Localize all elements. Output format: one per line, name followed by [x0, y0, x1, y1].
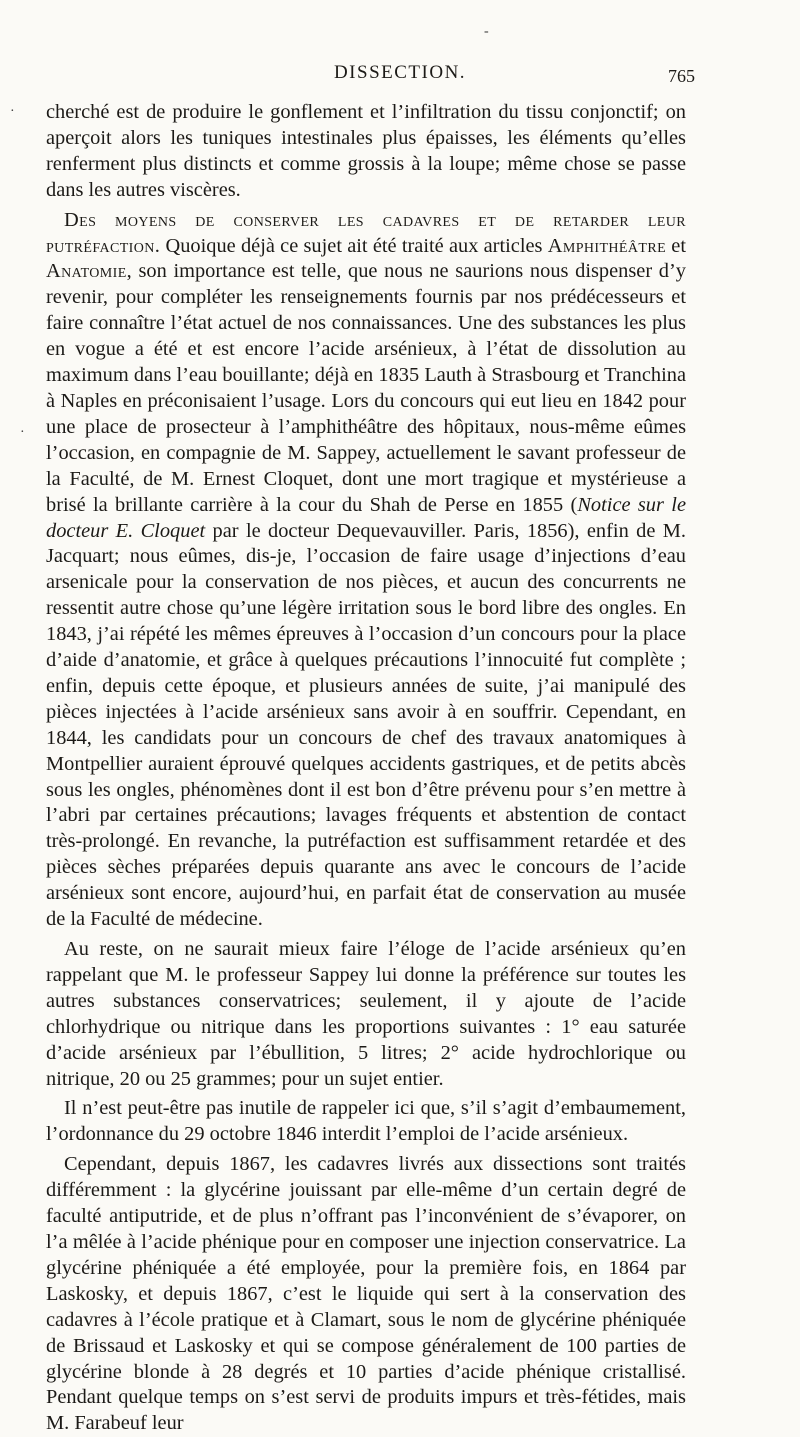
margin-dot: · — [10, 104, 15, 119]
paragraph-glycerine: Cependant, depuis 1867, les cadavres livrés aux dissections sont traités différemment : la glycérine jouissant par elle-même d’un certain degré de faculté antiputride, et de plus n’offrant pas l’inconvénient de s’évaporer, on l’a mêlée à l’acide phénique pour en composer une injection conservatrice. La glycérine phéniquée a été employée, pour la première fois, en 1864 par Laskosky, et depuis 1867, c’est le liquide qui sert à la conservation des cadavres à l’école pratique et à Clamart, sous le nom de glycérine phéniquée de Brissaud et Laskosky et qui se compose généralement de 100 parties de glycérine blonde à 28 degrés et 10 parties d’acide phénique cristallisé. Pendant quelque temps on s’est servi de produits impurs et très-fétides, mais M. Farabeuf leur — [46, 1153, 686, 1435]
paragraph-text: par le docteur Dequevauviller. Paris, 1856), enfin de M. Jacquart; nous eûmes, dis-je, l’occasion de faire usage d’injections d’eau arsenicale pour la conservation de nos pièces, et aucun des concurrents ne ressentit autre chose qu’une légère irritation sous le bord libre des ongles. En 1843, j’ai répété les mêmes épreuves à l’occasion d’un concours pour la place d’aide d’anatomie, et grâce à quelques précautions l’innocuité fut complète ; enfin, depuis cette époque, et plusieurs années de suite, j’ai manipulé des pièces injectées à l’acide arsénieux sans avoir à en souffrir. Cependant, en 1844, les candidats pour un concours de chef des travaux anatomiques à Montpellier auraient éprouvé quelques accidents gastriques, et de petits abcès sous les ongles, phénomènes dont il est bon d’être prévenu pour s’en mettre à l’abri par certaines précautions; lavages fréquents et abstention de contact très-prolongé. En revanche, la putréfaction est suffisamment retardée et des pièces sèches préparées depuis quarante ans avec le concours de l’acide arsénieux sont encore, aujourd’hui, en parfait état de conservation au musée de la Faculté de médecine. — [46, 519, 686, 931]
margin-dot: · — [20, 425, 25, 440]
body-text — [46, 100, 686, 1437]
paragraph-embaumement: Il n’est peut-être pas inutile de rappeler ici que, s’il s’agit d’embaumement, l’ordonnance du 29 octobre 1846 interdit l’emploi de l’acide arsénieux. — [46, 1097, 686, 1146]
running-title: DISSECTION. — [333, 62, 467, 83]
running-head — [0, 62, 800, 92]
cross-reference: Anatomie — [46, 260, 127, 283]
cross-reference: Amphithéâtre — [547, 234, 667, 257]
paragraph-text: , son importance est telle, que nous ne saurions nous dispenser d’y revenir, pour compléter les renseignements fournis par nos prédécesseurs et faire connaître l’état actuel de nos connaissances. Une des substances les plus en vogue a été et est encore l’acide arsénieux, à l’état de dissolution au maximum dans l’eau bouillante; déjà en 1835 Lauth à Strasbourg et Tranchina à Naples en préconisaient l’usage. Lors du concours qui eut lieu en 1842 pour une place de prosecteur à l’amphithéâtre des hôpitaux, nous-même eûmes l’occasion, en compagnie de M. Sappey, actuellement le savant professeur de la Faculté, de M. Ernest Cloquet, dont une mort tragique et mystérieuse a brisé la brillante carrière à la cour du Shah de Perse en 1855 ( — [46, 260, 686, 516]
paragraph-sappey: Au reste, on ne saurait mieux faire l’éloge de l’acide arsénieux qu’en rappelant que M. le professeur Sappey lui donne la préférence sur toutes les autres substances conservatrices; seulement, il y ajoute de l’acide chlorhydrique ou nitrique dans les proportions suivantes : 1° eau saturée d’acide arsénieux par l’ébullition, 5 litres; 2° acide hydrochlorique ou nitrique, 20 ou 25 grammes; pour un sujet entier. — [46, 938, 686, 1090]
section-heading: Des moyens de conserver les cadavres et de retarder leur putréfaction. — [46, 208, 686, 257]
margin-dash: - — [484, 24, 489, 39]
paragraph-text: et — [666, 234, 686, 257]
paragraph-continuation: cherché est de produire le gonflement et l’infiltration du tissu conjonctif; on aperçoit alors les tuniques intestinales plus épaisses, les éléments qu’elles renferment plus distincts et comme grossis à la loupe; même chose se passe dans les autres viscères. — [46, 101, 686, 201]
page-number: 765 — [668, 66, 695, 86]
citation-title: Notice sur le docteur E. Cloquet — [46, 493, 686, 542]
paragraph-text: Quoique déjà ce sujet ait été traité aux articles — [160, 234, 548, 257]
paragraph-conservation — [46, 208, 686, 933]
